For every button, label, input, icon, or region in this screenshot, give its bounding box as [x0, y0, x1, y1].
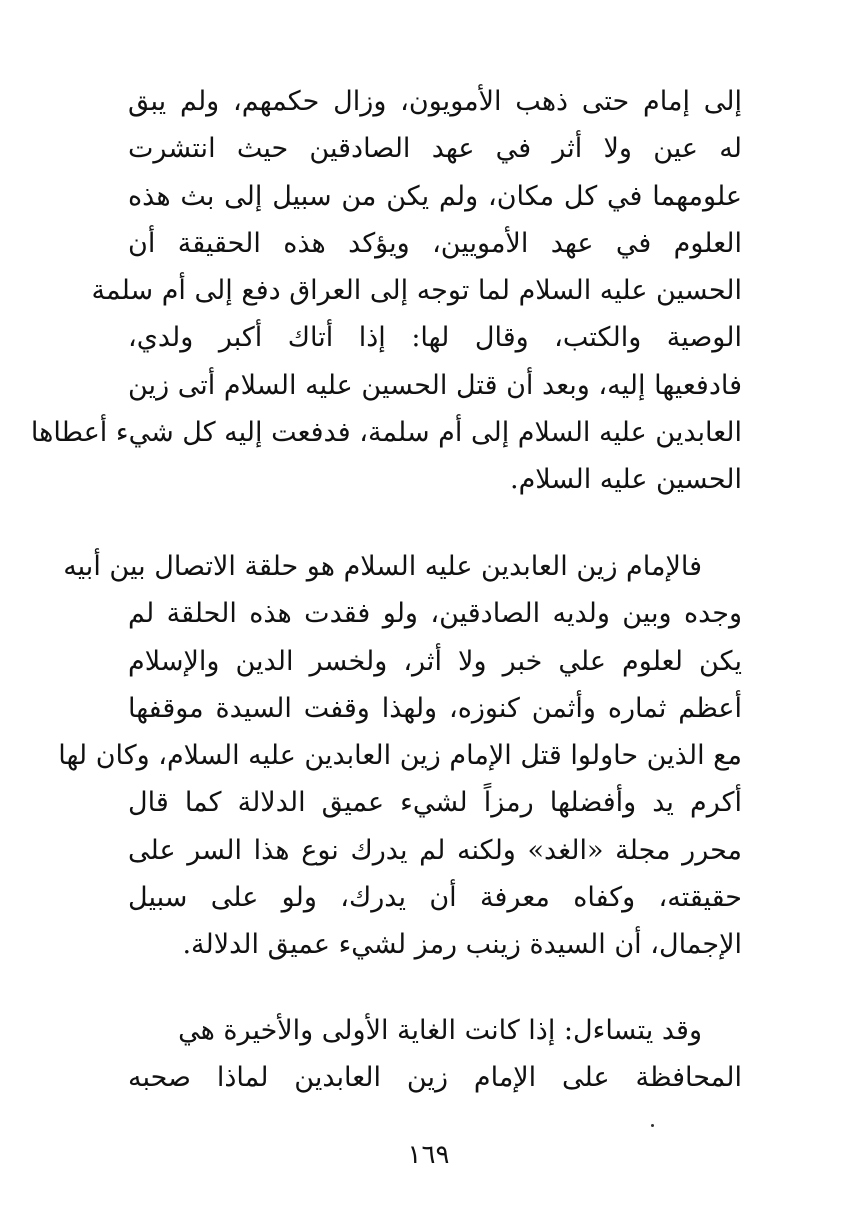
text-line: المحافظة على الإمام زين العابدين لماذا صحبه [128, 1062, 742, 1094]
text-line: الإجمال، أن السيدة زينب رمز لشيء عميق الدلالة. [182, 929, 742, 961]
text-line: محرر مجلة «الغد» ولكنه لم يدرك نوع هذا السر على [128, 834, 742, 866]
text-line: علومهما في كل مكان، ولم يكن من سبيل إلى بث هذه [128, 180, 742, 212]
page-number: ١٦٩ [407, 1140, 450, 1170]
text-line: مع الذين حاولوا قتل الإمام زين العابدين عليه السلام، وكان لها [58, 740, 742, 772]
text-line: يكن لعلوم علي خبر ولا أثر، ولخسر الدين والإسلام [128, 645, 742, 677]
text-line: له عين ولا أثر في عهد الصادقين حيث انتشرت [128, 133, 742, 165]
paragraph-2 [58, 543, 742, 969]
text-line: الوصية والكتب، وقال لها: إذا أتاك أكبر ولدي، [128, 322, 742, 354]
text-line: إلى إمام حتى ذهب الأمويون، وزال حكمهم، ولم يبق [128, 86, 742, 117]
text-line: العابدين عليه السلام إلى أم سلمة، فدفعت إليه كل شيء أعطاها [30, 417, 742, 449]
text-line: الحسين عليه السلام لما توجه إلى العراق دفع إلى أم سلمة [91, 275, 742, 307]
text-line: العلوم في عهد الأمويين، ويؤكد هذه الحقيقة أن [128, 227, 742, 259]
text-line: وقد يتساءل: إذا كانت الغاية الأولى والأخيرة هي [178, 1015, 702, 1046]
paragraph-3 [128, 1007, 742, 1102]
text-line: وجده وبين ولديه الصادقين، ولو فقدت هذه الحلقة لم [128, 598, 742, 630]
text-line: الحسين عليه السلام. [509, 464, 742, 496]
text-line: أكرم يد وأفضلها رمزاً لشيء عميق الدلالة كما قال [128, 787, 742, 819]
ink-dot [651, 1124, 654, 1127]
text-line: فالإمام زين العابدين عليه السلام هو حلقة الاتصال بين أبيه [63, 551, 702, 582]
paragraph-1 [30, 78, 742, 504]
text-line: أعظم ثماره وأثمن كنوزه، ولهذا وقفت السيدة موقفها [128, 692, 742, 724]
text-line: فادفعيها إليه، وبعد أن قتل الحسين عليه السلام أتى زين [128, 369, 742, 401]
text-line: حقيقته، وكفاه معرفة أن يدرك، ولو على سبيل [128, 882, 742, 914]
